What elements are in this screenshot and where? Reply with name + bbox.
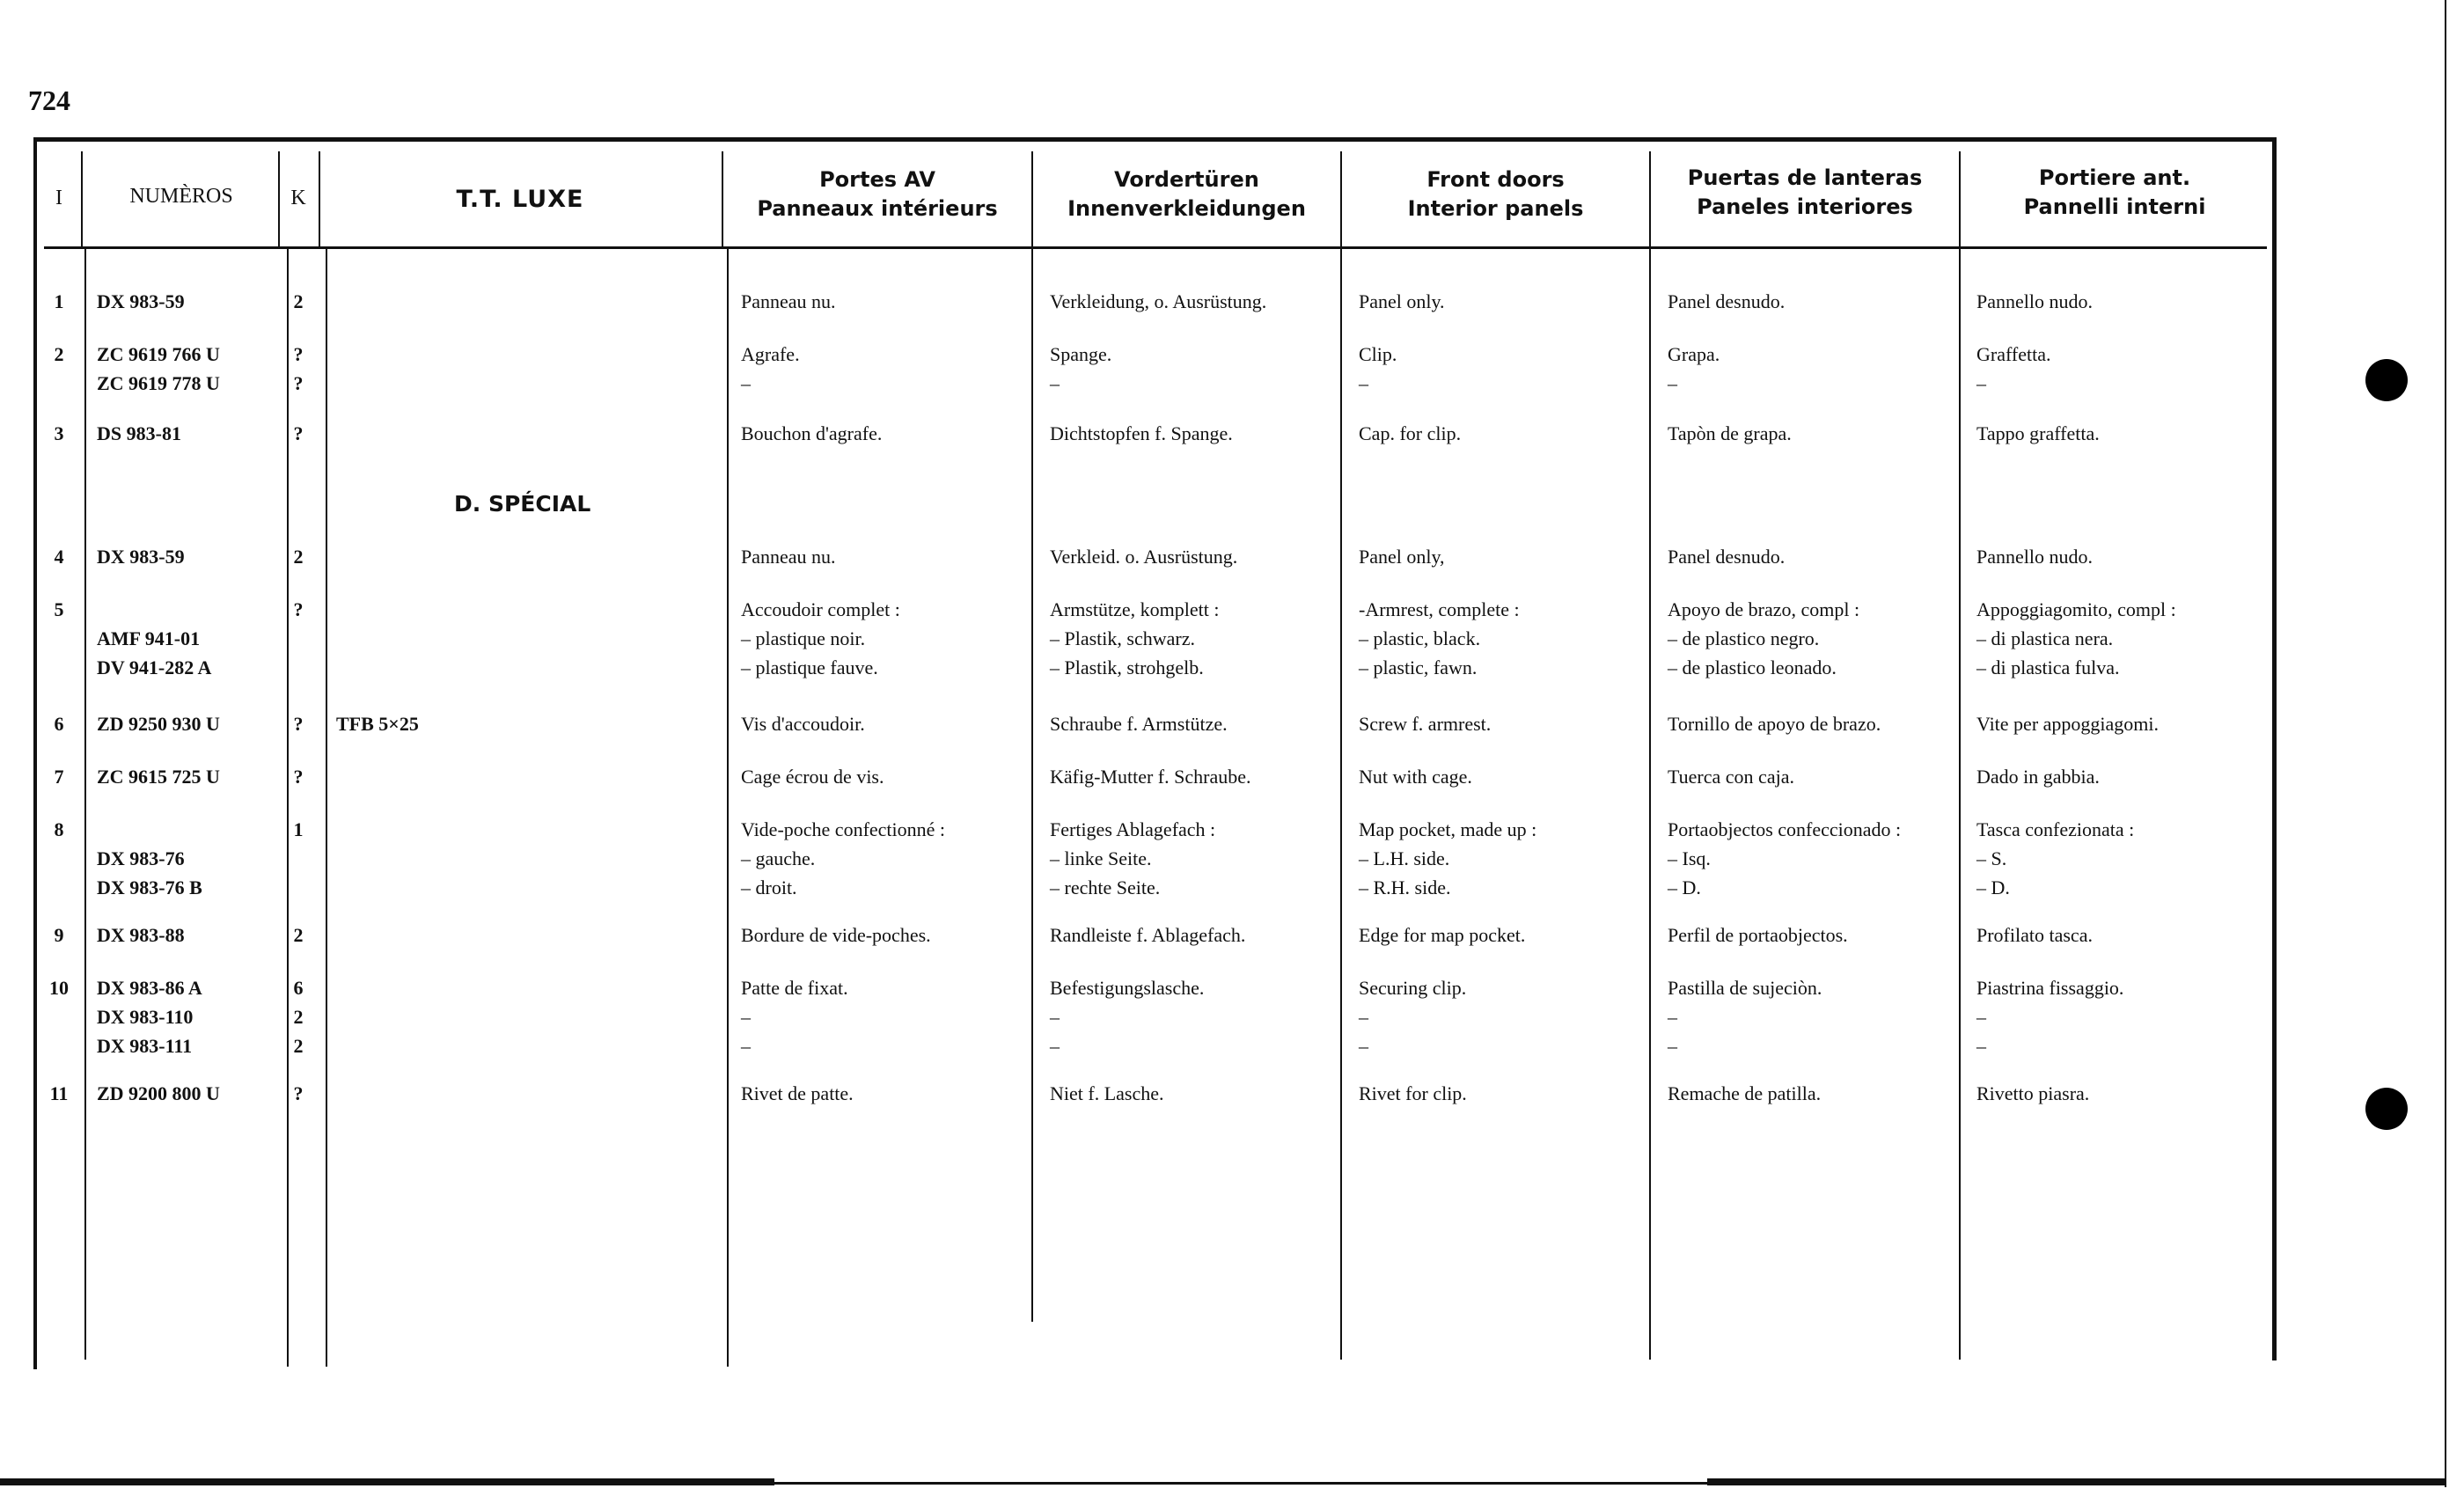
description-fr: Vis d'accoudoir. — [741, 713, 865, 735]
part-number: ZD 9250 930 U — [97, 713, 220, 735]
section-title: D. SPÉCIAL — [454, 491, 591, 517]
description-it: – di plastica fulva. — [1976, 656, 2120, 678]
description-es: Grapa. — [1668, 343, 1720, 365]
description-en: – — [1359, 1035, 1368, 1057]
description-it: Profilato tasca. — [1976, 924, 2093, 946]
description-fr: – plastique noir. — [741, 627, 866, 649]
description-en: Securing clip. — [1359, 977, 1467, 999]
description-es: Tapòn de grapa. — [1668, 422, 1792, 444]
description-fr: Vide-poche confectionné : — [741, 818, 946, 840]
description-en: – — [1359, 1006, 1368, 1028]
header-it — [1961, 164, 2269, 222]
page-edge — [2445, 0, 2446, 1487]
description-fr: Agrafe. — [741, 343, 800, 365]
description-es: Tornillo de apoyo de brazo. — [1668, 713, 1881, 735]
description-it: Pannello nudo. — [1976, 290, 2093, 312]
description-en: – L.H. side. — [1359, 847, 1450, 869]
header-fr-line1: Portes AV — [819, 167, 935, 192]
description-es: – — [1668, 1035, 1677, 1057]
description-de: Befestigungslasche. — [1050, 977, 1205, 999]
quantity: 2 — [293, 1006, 304, 1028]
part-number: ZC 9615 725 U — [97, 766, 220, 788]
header-fr — [723, 165, 1031, 224]
description-en: – plastic, black. — [1359, 627, 1481, 649]
description-es: – de plastico leonado. — [1668, 656, 1837, 678]
header-es-line2: Paneles interiores — [1697, 194, 1913, 219]
quantity: ? — [293, 598, 304, 620]
description-it: Appoggiagomito, compl : — [1976, 598, 2176, 620]
row-index: 3 — [54, 422, 64, 444]
part-number: DX 983-86 A — [97, 977, 202, 999]
quantity: 2 — [293, 924, 304, 946]
description-en: Nut with cage. — [1359, 766, 1472, 788]
description-de: Randleiste f. Ablagefach. — [1050, 924, 1246, 946]
description-en: – — [1359, 372, 1368, 394]
header-numeros: NUMÈROS — [129, 185, 233, 208]
description-de: Niet f. Lasche. — [1050, 1082, 1164, 1104]
description-it: Tasca confezionata : — [1976, 818, 2135, 840]
description-de: – Plastik, schwarz. — [1050, 627, 1195, 649]
quantity: ? — [293, 713, 304, 735]
bottom-rule-left — [0, 1478, 774, 1485]
part-number: DX 983-76 B — [97, 876, 202, 898]
description-fr: – gauche. — [741, 847, 816, 869]
page-number: 724 — [28, 84, 70, 116]
description-fr: – — [741, 1035, 751, 1057]
header-es-line1: Puertas de lanteras — [1687, 165, 1923, 190]
col-sep-5 — [1031, 151, 1033, 1322]
header-k: K — [290, 187, 306, 209]
description-it: – — [1976, 1006, 1986, 1028]
col-sep-6 — [1340, 151, 1342, 1360]
header-model: T.T. LUXE — [456, 186, 584, 213]
description-es: Apoyo de brazo, compl : — [1668, 598, 1860, 620]
description-en: – R.H. side. — [1359, 876, 1451, 898]
description-fr: Panneau nu. — [741, 546, 836, 568]
description-de: Armstütze, komplett : — [1050, 598, 1220, 620]
description-de: – — [1050, 372, 1060, 394]
description-en: Cap. for clip. — [1359, 422, 1462, 444]
description-fr: Patte de fixat. — [741, 977, 848, 999]
description-fr: Rivet de patte. — [741, 1082, 854, 1104]
quantity: ? — [293, 372, 304, 394]
description-de: – linke Seite. — [1050, 847, 1152, 869]
description-es: Panel desnudo. — [1668, 290, 1786, 312]
part-number: DX 983-59 — [97, 290, 185, 312]
description-fr: – plastique fauve. — [741, 656, 878, 678]
row-index: 1 — [54, 290, 64, 312]
col-sep-1-head — [81, 151, 83, 246]
description-de: – rechte Seite. — [1050, 876, 1161, 898]
row-index: 4 — [54, 546, 64, 568]
description-en: Panel only. — [1359, 290, 1445, 312]
col-sep-1 — [84, 249, 86, 1360]
quantity: 6 — [293, 977, 304, 999]
part-number: ZD 9200 800 U — [97, 1082, 220, 1104]
description-en: Panel only, — [1359, 546, 1445, 568]
bottom-rule-middle — [774, 1482, 1707, 1485]
description-fr: Accoudoir complet : — [741, 598, 900, 620]
row-index: 9 — [54, 924, 64, 946]
row-index: 8 — [54, 818, 64, 840]
description-es: – — [1668, 1006, 1677, 1028]
part-number: DV 941-282 A — [97, 656, 212, 678]
row-index: 2 — [54, 343, 64, 365]
part-number: ZC 9619 766 U — [97, 343, 220, 365]
quantity: 2 — [293, 290, 304, 312]
table-left-border — [33, 137, 37, 1369]
description-en: – plastic, fawn. — [1359, 656, 1478, 678]
description-de: Verkleidung, o. Ausrüstung. — [1050, 290, 1267, 312]
part-number: DX 983-110 — [97, 1006, 194, 1028]
header-de-line1: Vordertüren — [1114, 167, 1259, 192]
description-es: Remache de patilla. — [1668, 1082, 1822, 1104]
col-sep-4 — [727, 249, 729, 1367]
header-es — [1651, 164, 1959, 222]
description-de: Schraube f. Armstütze. — [1050, 713, 1228, 735]
col-sep-7 — [1649, 151, 1651, 1360]
description-it: – — [1976, 372, 1986, 394]
quantity: ? — [293, 343, 304, 365]
description-de: – — [1050, 1035, 1060, 1057]
punch-hole-top — [2365, 359, 2408, 401]
header-rule — [44, 246, 2267, 249]
quantity: ? — [293, 1082, 304, 1104]
description-it: Dado in gabbia. — [1976, 766, 2100, 788]
col-sep-2 — [287, 249, 289, 1367]
header-en-line2: Interior panels — [1407, 196, 1584, 221]
description-de: Fertiges Ablagefach : — [1050, 818, 1216, 840]
table-right-border — [2272, 137, 2277, 1360]
description-fr: – — [741, 372, 751, 394]
description-es: – — [1668, 372, 1677, 394]
description-en: Clip. — [1359, 343, 1397, 365]
part-number: DX 983-76 — [97, 847, 185, 869]
description-es: – de plastico negro. — [1668, 627, 1820, 649]
description-fr: – — [741, 1006, 751, 1028]
description-it: Graffetta. — [1976, 343, 2051, 365]
description-en: Screw f. armrest. — [1359, 713, 1492, 735]
description-es: Panel desnudo. — [1668, 546, 1786, 568]
row-index: 5 — [54, 598, 64, 620]
row-index: 6 — [54, 713, 64, 735]
description-it: Rivetto piasra. — [1976, 1082, 2090, 1104]
description-es: Perfil de portaobjectos. — [1668, 924, 1848, 946]
header-en — [1342, 165, 1649, 224]
header-de-line2: Innenverkleidungen — [1067, 196, 1306, 221]
description-it: – — [1976, 1035, 1986, 1057]
quantity: ? — [293, 422, 304, 444]
header-en-line1: Front doors — [1426, 167, 1565, 192]
description-fr: Bordure de vide-poches. — [741, 924, 931, 946]
description-it: Tappo graffetta. — [1976, 422, 2100, 444]
part-number: ZC 9619 778 U — [97, 372, 220, 394]
model-spec: TFB 5×25 — [336, 713, 419, 735]
header-i: I — [55, 187, 62, 209]
description-de: Käfig-Mutter f. Schraube. — [1050, 766, 1251, 788]
description-de: Verkleid. o. Ausrüstung. — [1050, 546, 1238, 568]
description-fr: Cage écrou de vis. — [741, 766, 884, 788]
description-es: Portaobjectos confeccionado : — [1668, 818, 1902, 840]
description-it: Vite per appoggiagomi. — [1976, 713, 2160, 735]
row-index: 10 — [49, 977, 69, 999]
header-it-line1: Portiere ant. — [2038, 165, 2191, 190]
description-de: Spange. — [1050, 343, 1112, 365]
description-fr: Panneau nu. — [741, 290, 836, 312]
description-es: Pastilla de sujeciòn. — [1668, 977, 1822, 999]
description-fr: – droit. — [741, 876, 797, 898]
description-en: Map pocket, made up : — [1359, 818, 1537, 840]
description-de: Dichtstopfen f. Spange. — [1050, 422, 1233, 444]
description-it: – S. — [1976, 847, 2007, 869]
description-en: Rivet for clip. — [1359, 1082, 1467, 1104]
description-es: – Isq. — [1668, 847, 1711, 869]
col-sep-8 — [1959, 151, 1961, 1360]
description-de: – — [1050, 1006, 1060, 1028]
punch-hole-bottom — [2365, 1088, 2408, 1130]
description-en: -Armrest, complete : — [1359, 598, 1520, 620]
description-fr: Bouchon d'agrafe. — [741, 422, 883, 444]
bottom-rule-right — [1707, 1478, 2446, 1485]
header-it-line2: Pannelli interni — [2023, 194, 2206, 219]
description-it: Piastrina fissaggio. — [1976, 977, 2124, 999]
description-it: Pannello nudo. — [1976, 546, 2093, 568]
description-es: Tuerca con caja. — [1668, 766, 1794, 788]
part-number: DS 983-81 — [97, 422, 181, 444]
quantity: 2 — [293, 546, 304, 568]
part-number: DX 983-88 — [97, 924, 185, 946]
quantity: 2 — [293, 1035, 304, 1057]
header-fr-line2: Panneaux intérieurs — [757, 196, 998, 221]
row-index: 7 — [54, 766, 64, 788]
quantity: ? — [293, 766, 304, 788]
description-it: – D. — [1976, 876, 2010, 898]
description-it: – di plastica nera. — [1976, 627, 2114, 649]
description-de: – Plastik, strohgelb. — [1050, 656, 1204, 678]
row-index: 11 — [49, 1082, 69, 1104]
part-number: AMF 941-01 — [97, 627, 201, 649]
quantity: 1 — [293, 818, 304, 840]
table-top-border — [33, 137, 2276, 142]
header-de — [1033, 165, 1340, 224]
description-es: – D. — [1668, 876, 1701, 898]
col-sep-3 — [326, 249, 327, 1367]
part-number: DX 983-111 — [97, 1035, 193, 1057]
description-en: Edge for map pocket. — [1359, 924, 1526, 946]
part-number: DX 983-59 — [97, 546, 185, 568]
